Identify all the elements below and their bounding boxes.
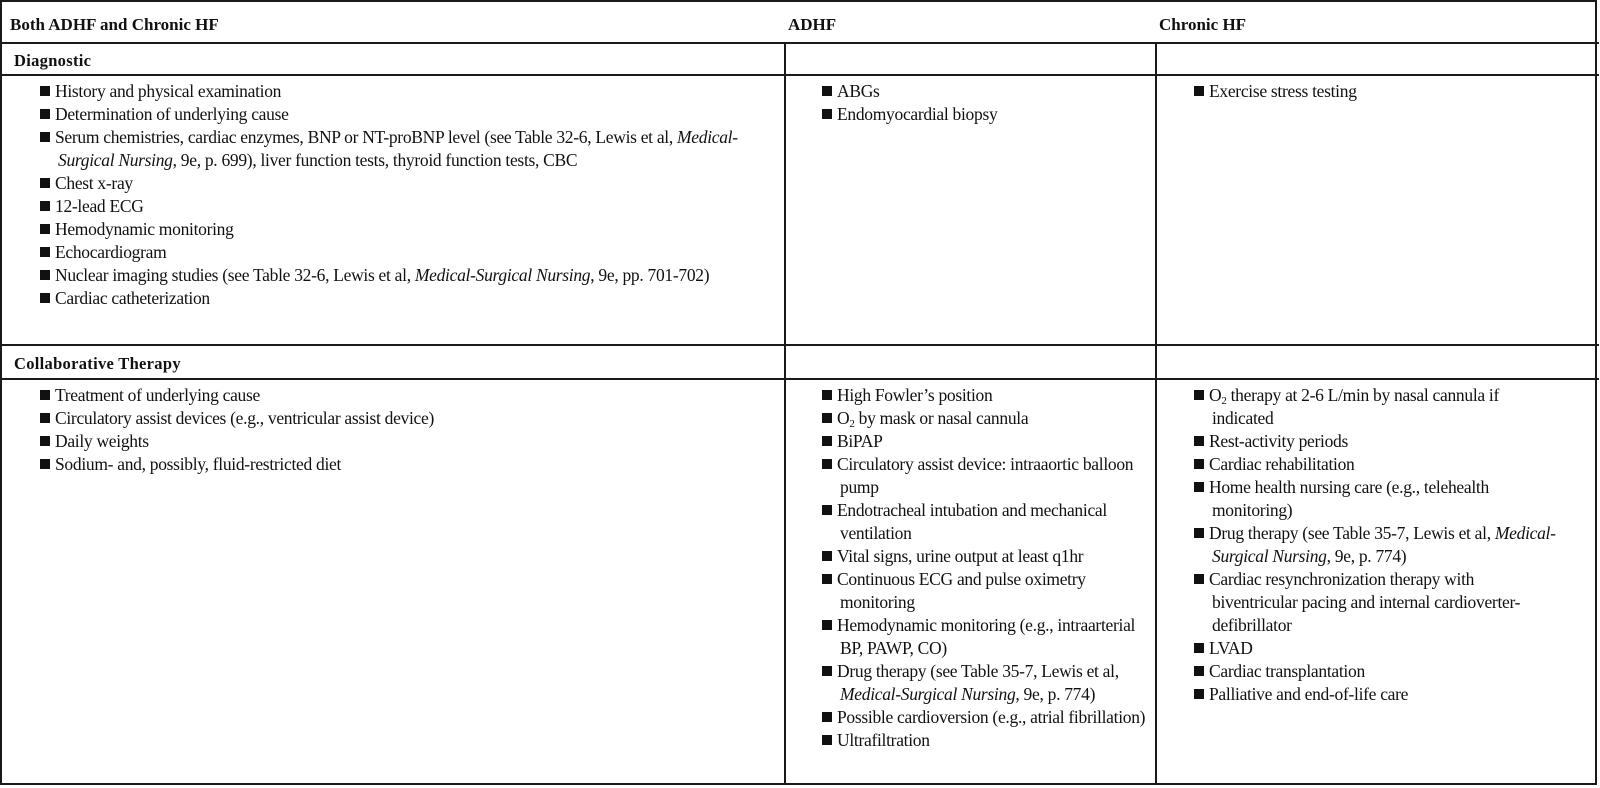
- column-divider: [784, 74, 786, 344]
- column-divider: [1155, 378, 1157, 785]
- list-item: Continuous ECG and pulse oximetry monitoring: [822, 568, 1152, 614]
- square-bullet-icon: [40, 293, 50, 303]
- therapy-adhf-cell: [822, 384, 1152, 752]
- list-item: Drug therapy (see Table 35-7, Lewis et al, Medical-Surgical Nursing, 9e, p. 774): [1194, 522, 1559, 568]
- list-item: Palliative and end-of-life care: [1194, 683, 1559, 706]
- list-item: $O_2$ therapy at 2-6 L/min by nasal cannula if indicated: [1194, 384, 1559, 430]
- list-item: Ultrafiltration: [822, 729, 1152, 752]
- list-item: Daily weights: [40, 430, 775, 453]
- list-item: History and physical examination: [40, 80, 775, 103]
- list-item: Determination of underlying cause: [40, 103, 775, 126]
- square-bullet-icon: [40, 201, 50, 211]
- column-header-chronic: Chronic HF: [1159, 15, 1247, 34]
- column-header-adhf: ADHF: [788, 15, 837, 34]
- italic-citation: Medical-Surgical Nursing: [58, 127, 738, 170]
- section-label-diagnostic: Diagnostic: [14, 51, 92, 70]
- list-item: $O_2$ by mask or nasal cannula: [822, 407, 1152, 430]
- italic-citation: Medical-Surgical Nursing: [414, 265, 591, 285]
- list-item: Cardiac transplantation: [1194, 660, 1559, 683]
- square-bullet-icon: [1194, 482, 1204, 492]
- list-item: Drug therapy (see Table 35-7, Lewis et al, Medical-Surgical Nursing, 9e, p. 774): [822, 660, 1152, 706]
- column-divider: [784, 42, 786, 74]
- list-item: Hemodynamic monitoring: [40, 218, 775, 241]
- square-bullet-icon: [40, 132, 50, 142]
- list-item: Serum chemistries, cardiac enzymes, BNP or NT-proBNP level (see Table 32-6, Lewis et al, Medical-Surgical Nursing, 9e, p. 699), liver function tests, thyroid function tests, CBC: [40, 126, 775, 172]
- square-bullet-icon: [40, 270, 50, 280]
- list-item: Cardiac rehabilitation: [1194, 453, 1559, 476]
- list-item: Possible cardioversion (e.g., atrial fibrillation): [822, 706, 1152, 729]
- list-item: 12-lead ECG: [40, 195, 775, 218]
- square-bullet-icon: [40, 86, 50, 96]
- square-bullet-icon: [822, 666, 832, 676]
- column-divider: [784, 378, 786, 785]
- diagnostic-both-cell: [40, 80, 775, 310]
- square-bullet-icon: [40, 459, 50, 469]
- list-item: Rest-activity periods: [1194, 430, 1559, 453]
- column-divider: [1155, 42, 1157, 74]
- square-bullet-icon: [40, 178, 50, 188]
- square-bullet-icon: [40, 224, 50, 234]
- list-item: BiPAP: [822, 430, 1152, 453]
- list-item: Exercise stress testing: [1194, 80, 1589, 103]
- list-item: Cardiac resynchronization therapy with biventricular pacing and internal cardioverter-defibrillator: [1194, 568, 1559, 637]
- column-header-both: Both ADHF and Chronic HF: [10, 15, 219, 34]
- diagnostic-chronic-list: [1194, 80, 1589, 103]
- square-bullet-icon: [822, 436, 832, 446]
- square-bullet-icon: [1194, 689, 1204, 699]
- column-divider: [1155, 74, 1157, 344]
- square-bullet-icon: [822, 735, 832, 745]
- list-item: LVAD: [1194, 637, 1559, 660]
- square-bullet-icon: [40, 109, 50, 119]
- list-item: Circulatory assist device: intraaortic balloon pump: [822, 453, 1152, 499]
- therapy-chronic-cell: [1194, 384, 1559, 706]
- square-bullet-icon: [1194, 574, 1204, 584]
- list-item: Endotracheal intubation and mechanical ventilation: [822, 499, 1152, 545]
- table-header-row: [2, 2, 1599, 44]
- section-row-collaborative-therapy: [2, 344, 1599, 380]
- list-item: Vital signs, urine output at least q1hr: [822, 545, 1152, 568]
- content-row-diagnostic: [2, 74, 1599, 346]
- content-row-collaborative-therapy: [2, 378, 1599, 785]
- list-item: Sodium- and, possibly, fluid-restricted diet: [40, 453, 775, 476]
- diagnostic-adhf-cell: [822, 80, 1152, 126]
- square-bullet-icon: [1194, 436, 1204, 446]
- list-item: ABGs: [822, 80, 1152, 103]
- square-bullet-icon: [822, 712, 832, 722]
- list-item: Home health nursing care (e.g., telehealth monitoring): [1194, 476, 1559, 522]
- diagnostic-both-list: [40, 80, 775, 310]
- square-bullet-icon: [1194, 528, 1204, 538]
- italic-citation: Medical-Surgical Nursing: [1212, 523, 1556, 566]
- square-bullet-icon: [40, 390, 50, 400]
- list-item: Cardiac catheterization: [40, 287, 775, 310]
- list-item: Endomyocardial biopsy: [822, 103, 1152, 126]
- list-item: Hemodynamic monitoring (e.g., intraarterial BP, PAWP, CO): [822, 614, 1152, 660]
- therapy-both-list: [40, 384, 775, 476]
- column-divider: [1155, 344, 1157, 378]
- square-bullet-icon: [822, 390, 832, 400]
- therapy-chronic-list: [1194, 384, 1559, 706]
- square-bullet-icon: [1194, 666, 1204, 676]
- square-bullet-icon: [822, 109, 832, 119]
- square-bullet-icon: [1194, 86, 1204, 96]
- therapy-both-cell: [40, 384, 775, 476]
- list-item: Treatment of underlying cause: [40, 384, 775, 407]
- square-bullet-icon: [40, 413, 50, 423]
- square-bullet-icon: [1194, 390, 1204, 400]
- list-item: Nuclear imaging studies (see Table 32-6, Lewis et al, Medical-Surgical Nursing, 9e, pp. 701-702): [40, 264, 775, 287]
- column-divider: [784, 344, 786, 378]
- therapy-adhf-list: [822, 384, 1152, 752]
- list-item: Echocardiogram: [40, 241, 775, 264]
- square-bullet-icon: [1194, 643, 1204, 653]
- square-bullet-icon: [822, 459, 832, 469]
- list-item: Chest x-ray: [40, 172, 775, 195]
- section-label-collaborative-therapy: Collaborative Therapy: [14, 354, 181, 373]
- square-bullet-icon: [822, 620, 832, 630]
- square-bullet-icon: [1194, 459, 1204, 469]
- diagnostic-chronic-cell: [1194, 80, 1589, 103]
- square-bullet-icon: [822, 505, 832, 515]
- square-bullet-icon: [40, 247, 50, 257]
- square-bullet-icon: [822, 413, 832, 423]
- italic-citation: Medical-Surgical Nursing: [840, 684, 1016, 704]
- list-item: High Fowler’s position: [822, 384, 1152, 407]
- square-bullet-icon: [822, 551, 832, 561]
- section-row-diagnostic: [2, 42, 1599, 76]
- diagnostic-adhf-list: [822, 80, 1152, 126]
- square-bullet-icon: [40, 436, 50, 446]
- square-bullet-icon: [822, 86, 832, 96]
- list-item: Circulatory assist devices (e.g., ventricular assist device): [40, 407, 775, 430]
- square-bullet-icon: [822, 574, 832, 584]
